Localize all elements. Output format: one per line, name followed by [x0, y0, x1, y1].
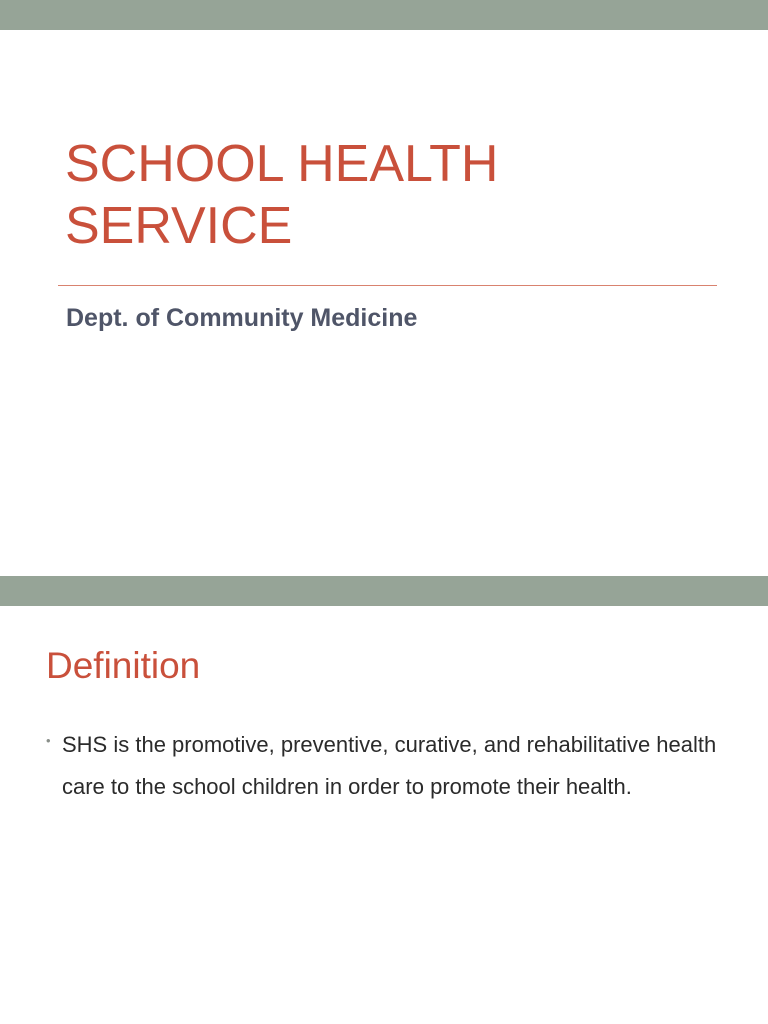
slide-title-heading — [65, 133, 498, 257]
bullet-item — [46, 724, 726, 808]
bullet-text: SHS is the promotive, preventive, curative, and rehabilitative health care to the school children in order to promote their health. — [62, 732, 717, 799]
definition-heading: Definition — [46, 645, 201, 686]
title-line-1: SCHOOL HEALTH — [65, 135, 499, 193]
slide-definition — [0, 576, 768, 1024]
bullet-icon: • — [46, 733, 51, 748]
slide-subtitle: Dept. of Community Medicine — [66, 304, 418, 332]
slide-top-band — [0, 576, 768, 606]
slide-top-band — [0, 0, 768, 30]
title-divider — [58, 285, 717, 286]
bullet-list — [46, 724, 726, 808]
title-line-2: SERVICE — [65, 197, 293, 255]
